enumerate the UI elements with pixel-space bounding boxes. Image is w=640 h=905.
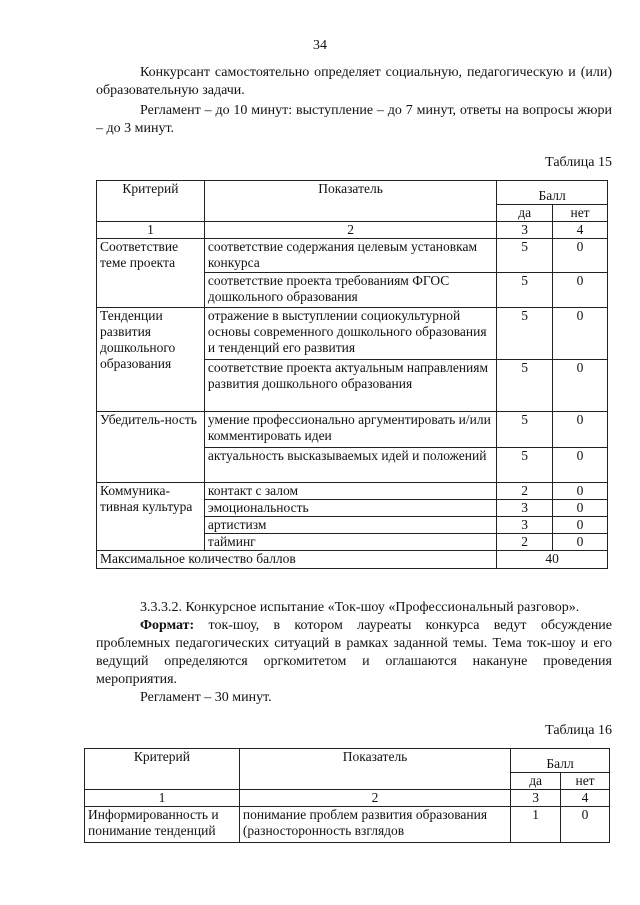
- score-yes: 3: [497, 517, 553, 534]
- indicator-cell: соответствие проекта актуальным направлениям развития дошкольного образования: [204, 360, 496, 412]
- score-no: 0: [553, 308, 608, 360]
- criterion-cell: Убедитель-ность: [97, 412, 205, 483]
- score-yes: 2: [497, 534, 553, 551]
- column-number: 2: [239, 790, 510, 807]
- score-yes: 5: [497, 239, 553, 273]
- section-heading: 3.3.3.2. Конкурсное испытание «Ток-шоу «Профессиональный разговор».: [140, 600, 580, 615]
- table-16: [84, 748, 610, 843]
- criterion-cell: Тенденции развития дошкольного образования: [97, 308, 205, 412]
- score-yes: 2: [497, 483, 553, 500]
- column-number: 3: [511, 790, 561, 807]
- score-yes: 3: [497, 500, 553, 517]
- reglament-text: Регламент – 30 минут.: [140, 690, 272, 705]
- score-no: 0: [553, 239, 608, 273]
- score-yes: 5: [497, 308, 553, 360]
- header-score: Балл: [511, 749, 610, 773]
- table-15: [96, 180, 608, 569]
- score-no: 0: [553, 534, 608, 551]
- header-criterion: Критерий: [85, 749, 240, 790]
- column-number: 1: [85, 790, 240, 807]
- criterion-cell: Соответствие теме проекта: [97, 239, 205, 308]
- format-text: ток-шоу, в котором лауреаты конкурса ведут обсуждение проблемных педагогических ситуаций в рамках заданной темы. Тема ток-шоу и его ведущий определяются оргкомитетом и оглашаются накануне проведения мероприятия.: [96, 618, 613, 687]
- indicator-cell: артистизм: [204, 517, 496, 534]
- header-criterion: Критерий: [97, 181, 205, 222]
- header-score: Балл: [497, 181, 608, 205]
- table-16-label: Таблица 16: [545, 723, 612, 738]
- score-no: 0: [553, 360, 608, 412]
- score-no: 0: [553, 412, 608, 448]
- indicator-cell: тайминг: [204, 534, 496, 551]
- criterion-cell: Коммуника-тивная культура: [97, 483, 205, 551]
- score-yes: 5: [497, 273, 553, 308]
- header-indicator: Показатель: [239, 749, 510, 790]
- score-no: 0: [553, 448, 608, 483]
- column-number: 4: [553, 222, 608, 239]
- column-number: 1: [97, 222, 205, 239]
- score-no: 0: [553, 517, 608, 534]
- score-no: 0: [553, 273, 608, 308]
- header-yes: да: [511, 773, 561, 790]
- indicator-cell: соответствие проекта требованиям ФГОС дошкольного образования: [204, 273, 496, 308]
- indicator-cell: умение профессионально аргументировать и/или комментировать идеи: [204, 412, 496, 448]
- header-no: нет: [553, 205, 608, 222]
- intro-paragraph-2: Регламент – до 10 минут: выступление – до 7 минут, ответы на вопросы жюри – до 3 минут.: [96, 103, 612, 136]
- score-no: 0: [561, 807, 610, 843]
- intro-paragraph-1: Конкурсант самостоятельно определяет социальную, педагогическую и (или) образовательную задачи.: [96, 65, 612, 98]
- column-number: 4: [561, 790, 610, 807]
- score-no: 0: [553, 483, 608, 500]
- header-no: нет: [561, 773, 610, 790]
- score-yes: 5: [497, 412, 553, 448]
- indicator-cell: соответствие содержания целевым установкам конкурса: [204, 239, 496, 273]
- format-paragraph: [96, 617, 612, 689]
- score-yes: 5: [497, 448, 553, 483]
- criterion-cell: Информированность и понимание тенденций: [85, 807, 240, 843]
- total-value: 40: [497, 551, 608, 569]
- table-15-label: Таблица 15: [545, 155, 612, 170]
- header-yes: да: [497, 205, 553, 222]
- score-yes: 5: [497, 360, 553, 412]
- format-label: Формат:: [140, 618, 195, 633]
- score-no: 0: [553, 500, 608, 517]
- indicator-cell: актуальность высказываемых идей и положений: [204, 448, 496, 483]
- column-number: 2: [204, 222, 496, 239]
- indicator-cell: контакт с залом: [204, 483, 496, 500]
- indicator-cell: отражение в выступлении социокультурной основы современного дошкольного образования и тенденций его развития: [204, 308, 496, 360]
- page-number: 34: [313, 38, 327, 53]
- total-label: Максимальное количество баллов: [97, 551, 497, 569]
- indicator-cell: эмоциональность: [204, 500, 496, 517]
- column-number: 3: [497, 222, 553, 239]
- indicator-cell: понимание проблем развития образования (разносторонность взглядов: [239, 807, 510, 843]
- score-yes: 1: [511, 807, 561, 843]
- header-indicator: Показатель: [204, 181, 496, 222]
